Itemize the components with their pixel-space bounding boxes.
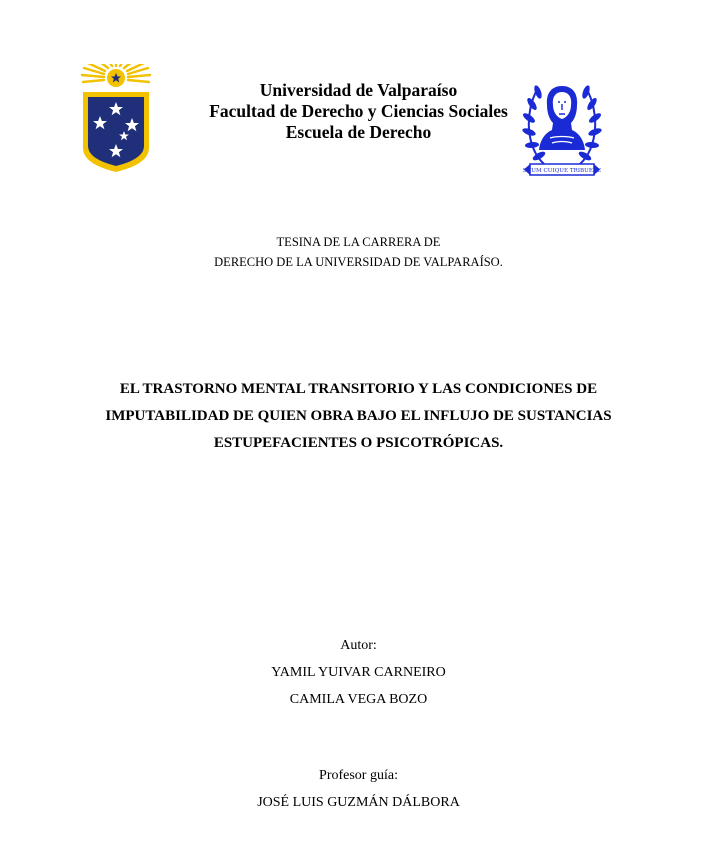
svg-text:SUUM CUIQUE TRIBUERE: SUUM CUIQUE TRIBUERE	[522, 168, 602, 175]
faculty-name: Facultad de Derecho y Ciencias Sociales	[209, 101, 508, 121]
advisor-label: Profesor guía:	[319, 768, 398, 783]
school-name: Escuela de Derecho	[285, 122, 432, 142]
thesis-type	[100, 232, 617, 272]
thesis-title-line-1: EL TRASTORNO MENTAL TRANSITORIO Y LAS CONDICIONES DE	[119, 381, 598, 397]
thesis-title-line-2: IMPUTABILIDAD DE QUIEN OBRA BAJO EL INFLUJO DE SUSTANCIAS	[105, 408, 612, 424]
thesis-title	[60, 376, 657, 457]
institution-header	[150, 80, 567, 143]
authors-block	[100, 632, 617, 713]
university-name: Universidad de Valparaíso	[259, 80, 458, 100]
thesis-type-line-1: TESINA DE LA CARRERA DE	[276, 235, 441, 249]
authors-label: Autor:	[340, 638, 377, 653]
thesis-title-line-3: ESTUPEFACIENTES O PSICOTRÓPICAS.	[213, 435, 504, 451]
advisor-name: JOSÉ LUIS GUZMÁN DÁLBORA	[257, 795, 460, 810]
stars-shield-crest-icon	[80, 64, 152, 176]
author-name: YAMIL YUIVAR CARNEIRO	[271, 665, 446, 680]
advisor-block	[100, 762, 617, 816]
thesis-type-line-2: DERECHO DE LA UNIVERSIDAD DE VALPARAÍSO.	[214, 255, 503, 269]
author-name: CAMILA VEGA BOZO	[289, 692, 428, 707]
